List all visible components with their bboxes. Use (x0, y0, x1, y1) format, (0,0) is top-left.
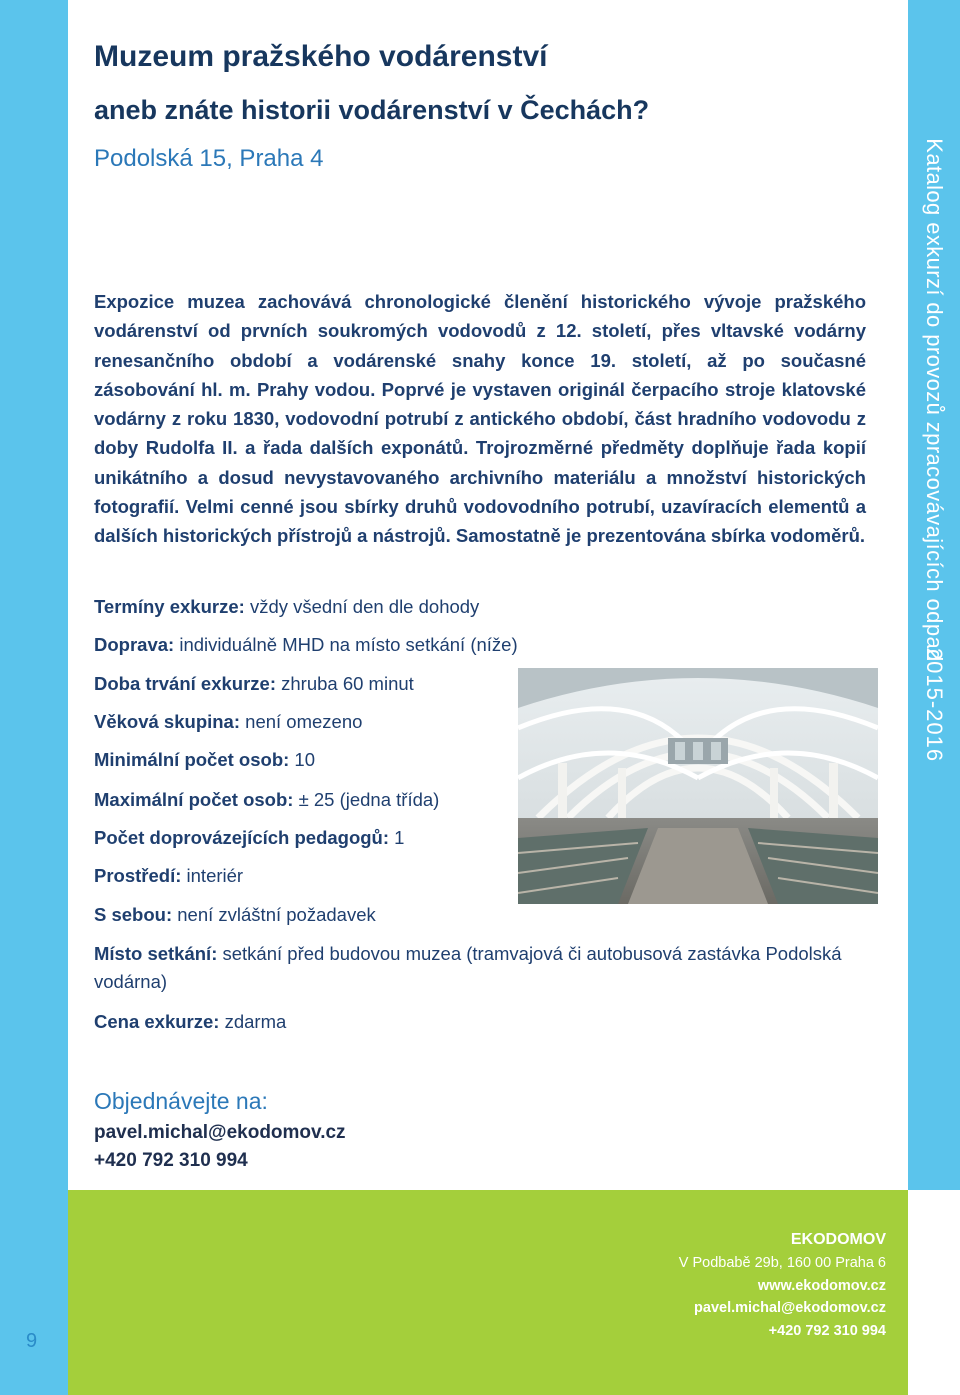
page-title: Muzeum pražského vodárenství (94, 40, 548, 73)
detail-row-meeting-place: Místo setkání: setkání před budovou muzea (tramvajová či autobusová zastávka Podolská vodárna) (94, 943, 842, 992)
description-paragraph: Expozice muzea zachovává chronologické členění historického vývoje pražského vodárenství od prvních soukromých vodovodů z 12. století, přes vltavské vodárny renesančního období a vodárenské snahy konce 19. století, až po současné zásobování hl. m. Prahy vodou. Poprvé je vystaven originál čerpacího stroje klatovské vodárny z roku 1830, vodovodní potrubí z antického období, část hradního vodovodu z doby Rudolfa II. a řada dalších exponátů. Trojrozměrné předměty doplňuje řada kopií unikátního a dosud nevystavovaného archivního materiálu a množství historických fotografií. Velmi cenné jsou sbírky druhů vodovodního potrubí, uzavíracích elementů a dalších historických přístrojů a nástrojů. Samostatně je prezentována sbírka vodoměrů. (94, 291, 866, 547)
footer-phone: +420 792 310 994 (768, 1322, 886, 1339)
detail-row-teachers: Počet doprovázejících pedagogů: 1 (94, 827, 405, 848)
detail-row-dates: Termíny exkurze: vždy všední den dle dohody (94, 596, 480, 617)
order-email: pavel.michal@ekodomov.cz (94, 1122, 346, 1143)
footer-contact-block (610, 1228, 886, 1342)
side-catalog-title: Katalog exkurzí do provozů zpracovávajících odpad (922, 138, 947, 662)
waterworks-hall-photo (518, 668, 878, 904)
detail-row-min-persons: Minimální počet osob: 10 (94, 749, 315, 770)
detail-row-max-persons: Maximální počet osob: ± 25 (jedna třída) (94, 789, 440, 810)
detail-row-age-group: Věková skupina: není omezeno (94, 711, 363, 732)
detail-row-transport: Doprava: individuálně MHD na místo setkání (níže) (94, 634, 518, 655)
page-subtitle: aneb znáte historii vodárenství v Čechách? (94, 95, 650, 125)
detail-row-bring: S sebou: není zvláštní požadavek (94, 904, 376, 925)
footer-email: pavel.michal@ekodomov.cz (694, 1300, 886, 1316)
page-number: 9 (26, 1330, 38, 1352)
footer-org-name: EKODOMOV (790, 1231, 886, 1248)
footer-corner (908, 1190, 960, 1395)
order-phone: +420 792 310 994 (94, 1150, 248, 1171)
footer-web: www.ekodomov.cz (757, 1277, 886, 1294)
museum-address: Podolská 15, Praha 4 (94, 145, 324, 172)
detail-row-duration: Doba trvání exkurze: zhruba 60 minut (94, 673, 414, 694)
order-heading: Objednávejte na: (94, 1088, 268, 1114)
detail-row-price: Cena exkurze: zdarma (94, 1011, 287, 1032)
side-years: 2015-2016 (922, 647, 947, 763)
footer-address: V Podbabě 29b, 160 00 Praha 6 (678, 1255, 886, 1271)
detail-row-environment: Prostředí: interiér (94, 865, 244, 886)
left-frame (0, 0, 68, 1395)
